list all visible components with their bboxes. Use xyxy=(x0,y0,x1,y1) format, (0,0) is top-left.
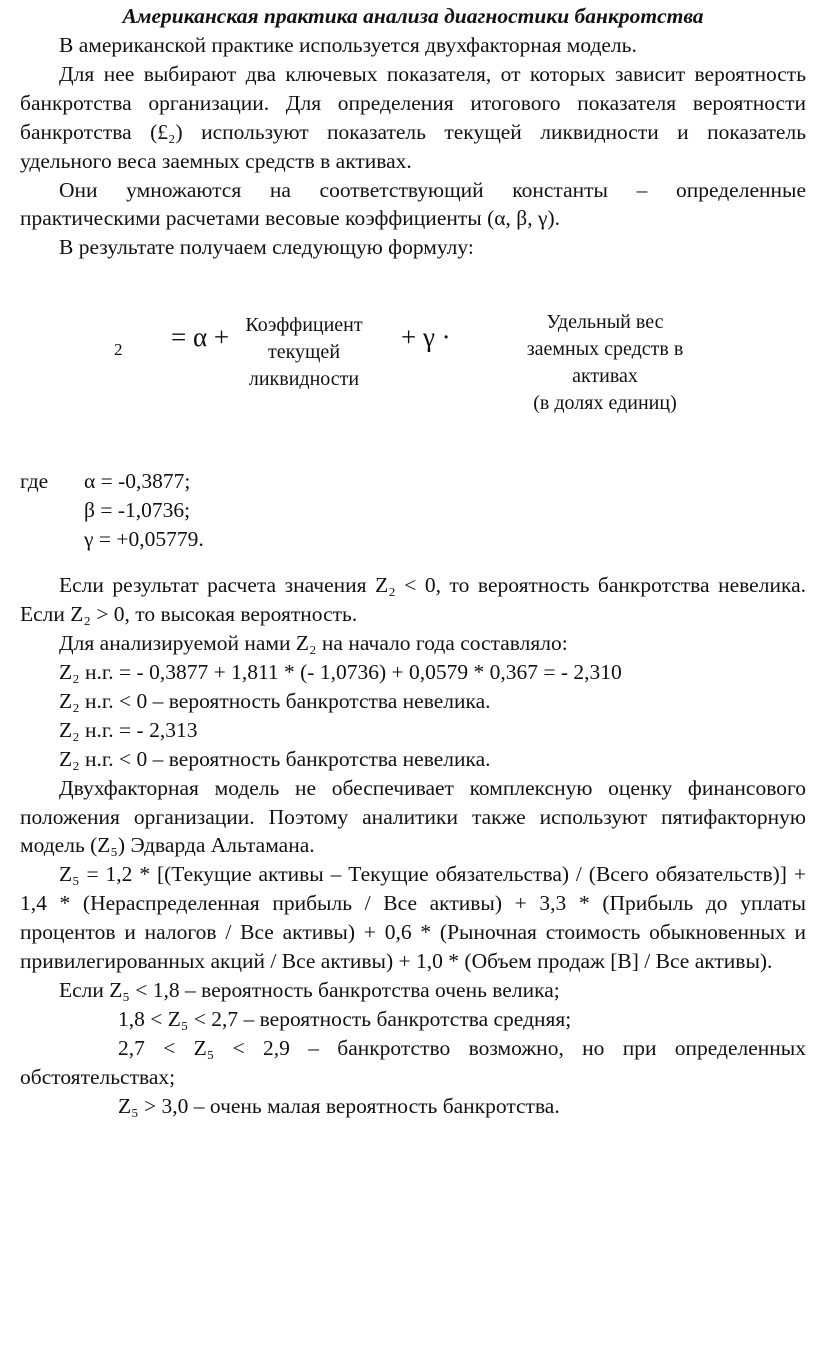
paragraph-five-factor: Двухфакторная модель не обеспечивает комплексную оценку финансового положения организации. Поэтому аналитики также используют пятифакторную модель (Z₅) Эдварда Альтамана. xyxy=(20,775,806,858)
beta-value: β = -1,0736; xyxy=(84,498,191,523)
document-page xyxy=(20,0,806,1120)
gamma-value: γ = +0,05779. xyxy=(84,527,204,552)
where-label: где xyxy=(20,469,49,494)
page-title: Американская практика анализа диагностики банкротства xyxy=(122,4,704,28)
paragraph-key-indicators: Для нее выбирают два ключевых показателя, от которых зависит вероятность банкротства организации. Для определения итогового показателя вероятности банкротства (£₂) используют показатель текущей ликвидности и показатель удельного веса заемных средств в активах. xyxy=(20,61,806,173)
formula-term1-line: Коэффициент xyxy=(245,314,363,337)
two-factor-formula xyxy=(20,262,806,467)
formula-alpha-term: = α + xyxy=(171,322,230,353)
condition-medium: 1,8 < Z₅ < 2,7 – вероятность банкротства средняя; xyxy=(118,1006,572,1031)
formula-term2-line: (в долях единиц) xyxy=(533,392,677,415)
condition-high: Если Z₅ < 1,8 – вероятность банкротства очень велика; xyxy=(59,977,560,1002)
paragraph-formula-lead: В результате получаем следующую формулу: xyxy=(59,235,474,260)
condition-low: Z₅ > 3,0 – очень малая вероятность банкротства. xyxy=(118,1093,560,1118)
paragraph-altman-formula: Z₅ = 1,2 * [(Текущие активы – Текущие обязательства) / (Всего обязательств)] + 1,4 * (Нераспределенная прибыль / Все активы) + 3,3 * (Прибыль до уплаты процентов и налогов / Все активы) + 0,6 * (Рыночная стоимость обыкновенных и привилегированных акций / Все активы) + 1,0 * (Объем продаж [В] / Все активы). xyxy=(20,862,806,974)
formula-liquidity-term xyxy=(228,312,380,393)
formula-term2-line: Удельный вес xyxy=(546,311,664,334)
formula-term1-line: текущей xyxy=(267,341,341,364)
formula-z-subscript: 2 xyxy=(114,340,123,360)
coefficient-definitions xyxy=(20,467,806,554)
calc-result: Z₂ н.г. < 0 – вероятность банкротства невелика. xyxy=(59,746,491,771)
paragraph-start-year: Для анализируемой нами Z₂ на начало года составляло: xyxy=(59,631,568,656)
alpha-value: α = -0,3877; xyxy=(84,469,191,494)
condition-possible: 2,7 < Z₅ < 2,9 – банкротство возможно, но при определенных обстоятельствах; xyxy=(20,1035,806,1089)
formula-term2-line: заемных средств в xyxy=(526,338,684,361)
formula-term2-line: активах xyxy=(572,365,638,388)
paragraph-intro: В американской практике используется двухфакторная модель. xyxy=(59,33,637,57)
paragraph-interpretation: Если результат расчета значения Z₂ < 0, то вероятность банкротства невелика. Если Z₂ > 0, то высокая вероятность. xyxy=(20,573,806,627)
formula-term1-line: ликвидности xyxy=(248,368,360,391)
formula-gamma-term: + γ · xyxy=(401,322,451,353)
formula-debt-share-term xyxy=(490,309,720,417)
calc-result: Z₂ н.г. < 0 – вероятность банкротства невелика. xyxy=(59,688,491,713)
paragraph-coefficients: Они умножаются на соответствующий константы – определенные практическими расчетами весовые коэффициенты (α, β, γ). xyxy=(20,177,806,231)
calc-line: Z₂ н.г. = - 2,313 xyxy=(59,717,198,742)
calc-line: Z₂ н.г. = - 0,3877 + 1,811 * (- 1,0736) + 0,0579 * 0,367 = - 2,310 xyxy=(59,659,622,684)
